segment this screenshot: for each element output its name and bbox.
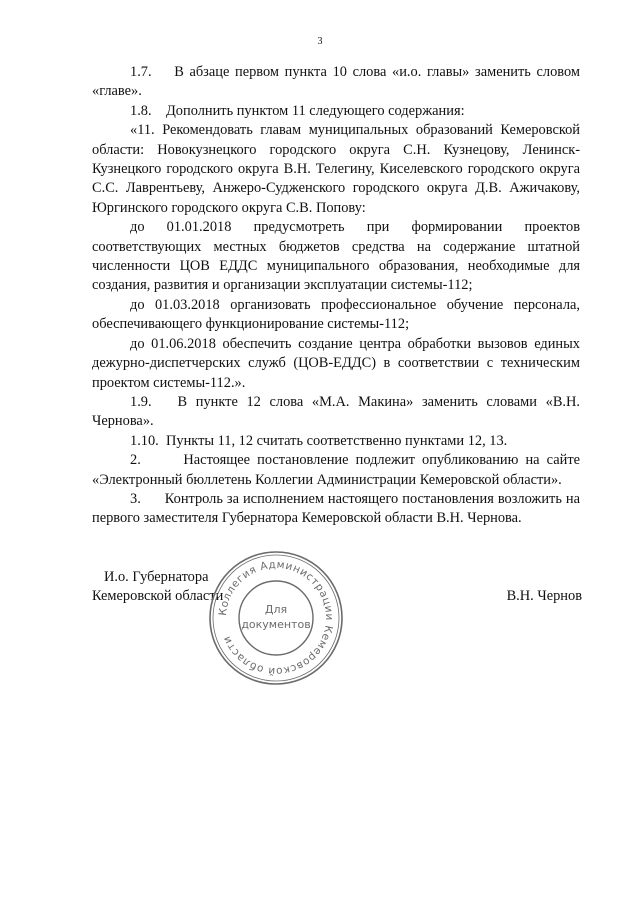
paragraph-1-8: 1.8. Дополнить пунктом 11 следующего содержания: bbox=[130, 102, 465, 119]
paragraph-1-7: 1.7. В абзаце первом пункта 10 слова «и.о. главы» заменить словом «главе». bbox=[92, 64, 580, 100]
signature-title-line1: И.о. Губернатора bbox=[104, 569, 209, 585]
paragraph-item-11: «11. Рекомендовать главам муниципальных образований Кемеровской области: Новокузнецкого городского округа С.Н. Кузнецову, Ленинск-Кузнецкого городского округа В.Н. Телегину, Киселевского городского округа С.С. Лаврентьеву, Анжеро-Судженского городского округа Д.В. Ажичакову, Юргинского городского округа С.В. Попову: bbox=[92, 122, 580, 216]
stamp-center-line2: документов bbox=[241, 618, 311, 631]
page-number: 3 bbox=[317, 36, 323, 47]
signature-title bbox=[92, 568, 223, 606]
stamp-ring-text: Коллегия Администрации Кемеровской области bbox=[216, 558, 336, 678]
document-body bbox=[92, 63, 580, 529]
signature-title-line2: Кемеровской области bbox=[92, 588, 224, 604]
paragraph-deadline-01-06: до 01.06.2018 обеспечить создание центра обработки вызовов единых дежурно-диспетчерских служб (ЦОВ-ЕДДС) в соответствии с техническим проектом системы-112.». bbox=[92, 335, 580, 391]
paragraph-deadline-01-01: до 01.01.2018 предусмотреть при формировании проектов соответствующих местных бюджетов средства на содержание штатной численности ЦОВ ЕДДС муниципального образования, необходимые для создания, развития и организации эксплуатации системы-112; bbox=[92, 219, 580, 294]
signature-name: В.Н. Чернов bbox=[506, 588, 582, 604]
paragraph-3: 3. Контроль за исполнением настоящего постановления возложить на первого заместителя Губернатора Кемеровской области В.Н. Чернова. bbox=[92, 490, 580, 527]
paragraph-2: 2. Настоящее постановление подлежит опубликованию на сайте «Электронный бюллетень Коллегии Администрации Кемеровской области». bbox=[92, 452, 580, 488]
stamp-center-line1: Для bbox=[264, 603, 288, 616]
paragraph-deadline-01-03: до 01.03.2018 организовать профессиональное обучение персонала, обеспечивающего функционирование системы-112; bbox=[92, 296, 580, 333]
official-stamp bbox=[206, 548, 346, 688]
paragraph-1-10: 1.10. Пункты 11, 12 считать соответственно пунктами 12, 13. bbox=[130, 432, 508, 449]
paragraph-1-9: 1.9. В пункте 12 слова «М.А. Макина» заменить словами «В.Н. Чернова». bbox=[92, 393, 580, 430]
